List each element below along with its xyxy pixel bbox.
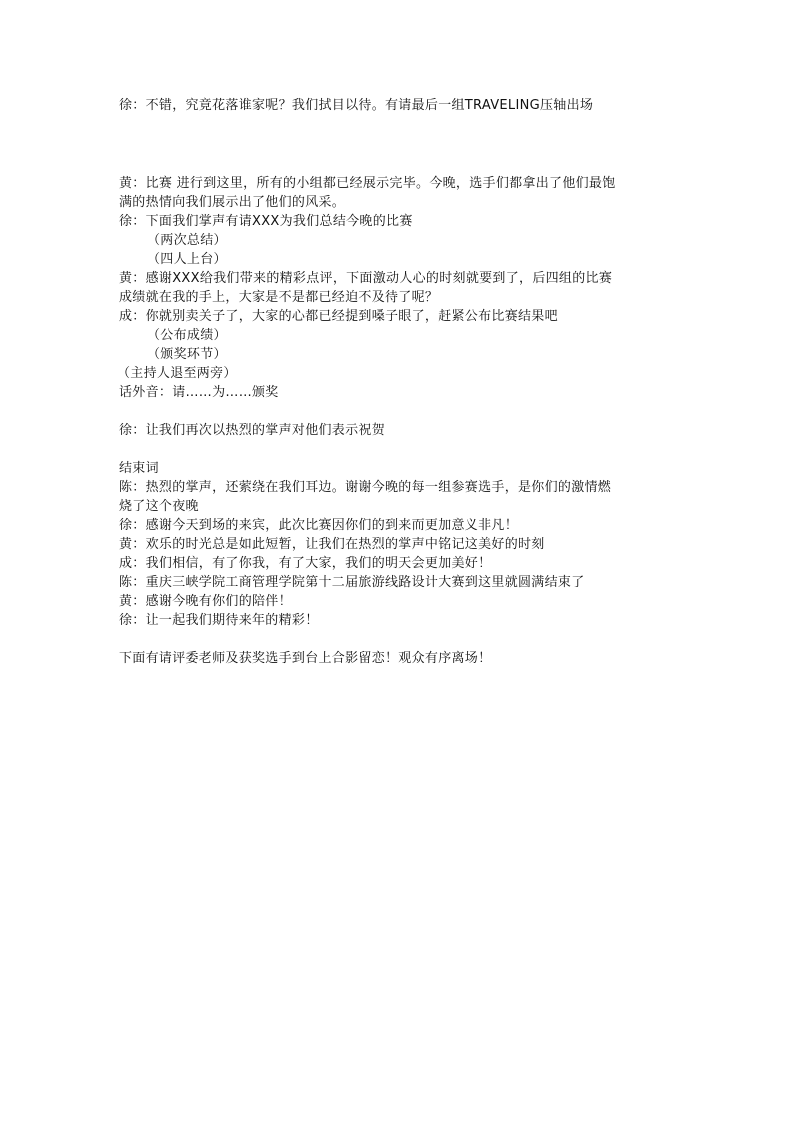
closing-note: 下面有请评委老师及获奖选手到台上合影留恋！观众有序离场！ (119, 651, 492, 666)
stage-direction: （公布成绩） (147, 328, 227, 343)
script-line: 徐：感谢今天到场的来宾，此次比赛因你们的到来而更加意义非凡！ (119, 518, 519, 533)
script-line: 成：我们相信，有了你我，有了大家，我们的明天会更加美好！ (119, 556, 492, 571)
script-line: 徐：让一起我们期待来年的精彩！ (119, 613, 319, 628)
script-line: 陈：重庆三峡学院工商管理学院第十二届旅游线路设计大赛到这里就圆满结束了 (119, 575, 585, 590)
script-line: 满的热情向我们展示出了他们的风采。 (119, 195, 346, 210)
stage-direction: （颁奖环节） (147, 347, 227, 362)
script-line: 话外音：请……为……颁奖 (119, 385, 279, 400)
script-line: 成绩就在我的手上，大家是不是都已经迫不及待了呢？ (119, 290, 439, 305)
stage-direction: （主持人退至两旁） (117, 366, 237, 381)
script-line: 徐：让我们再次以热烈的掌声对他们表示祝贺 (119, 423, 386, 438)
script-line: 徐：下面我们掌声有请XXX为我们总结今晚的比赛 (119, 214, 413, 229)
stage-direction: （两次总结） (147, 233, 227, 248)
stage-direction: （四人上台） (147, 252, 227, 267)
section-heading: 结束词 (119, 461, 159, 476)
script-line: 陈：热烈的掌声，还萦绕在我们耳边。谢谢今晚的每一组参赛选手，是你们的激情燃 (119, 480, 612, 495)
script-line: 成：你就别卖关子了，大家的心都已经提到嗓子眼了，赶紧公布比赛结果吧 (119, 309, 558, 324)
script-line: 黄：感谢XXX给我们带来的精彩点评，下面激动人心的时刻就要到了，后四组的比赛 (119, 271, 613, 286)
script-line: 烧了这个夜晚 (119, 499, 199, 514)
script-line: 徐：不错，究竟花落谁家呢？我们拭目以待。有请最后一组TRAVELING压轴出场 (119, 98, 594, 113)
script-line: 黄：感谢今晚有你们的陪伴！ (119, 594, 292, 609)
script-line: 黄：比赛 进行到这里，所有的小组都已经展示完毕。今晚，选手们都拿出了他们最饱 (119, 176, 616, 191)
script-line: 黄：欢乐的时光总是如此短暂，让我们在热烈的掌声中铭记这美好的时刻 (119, 537, 545, 552)
